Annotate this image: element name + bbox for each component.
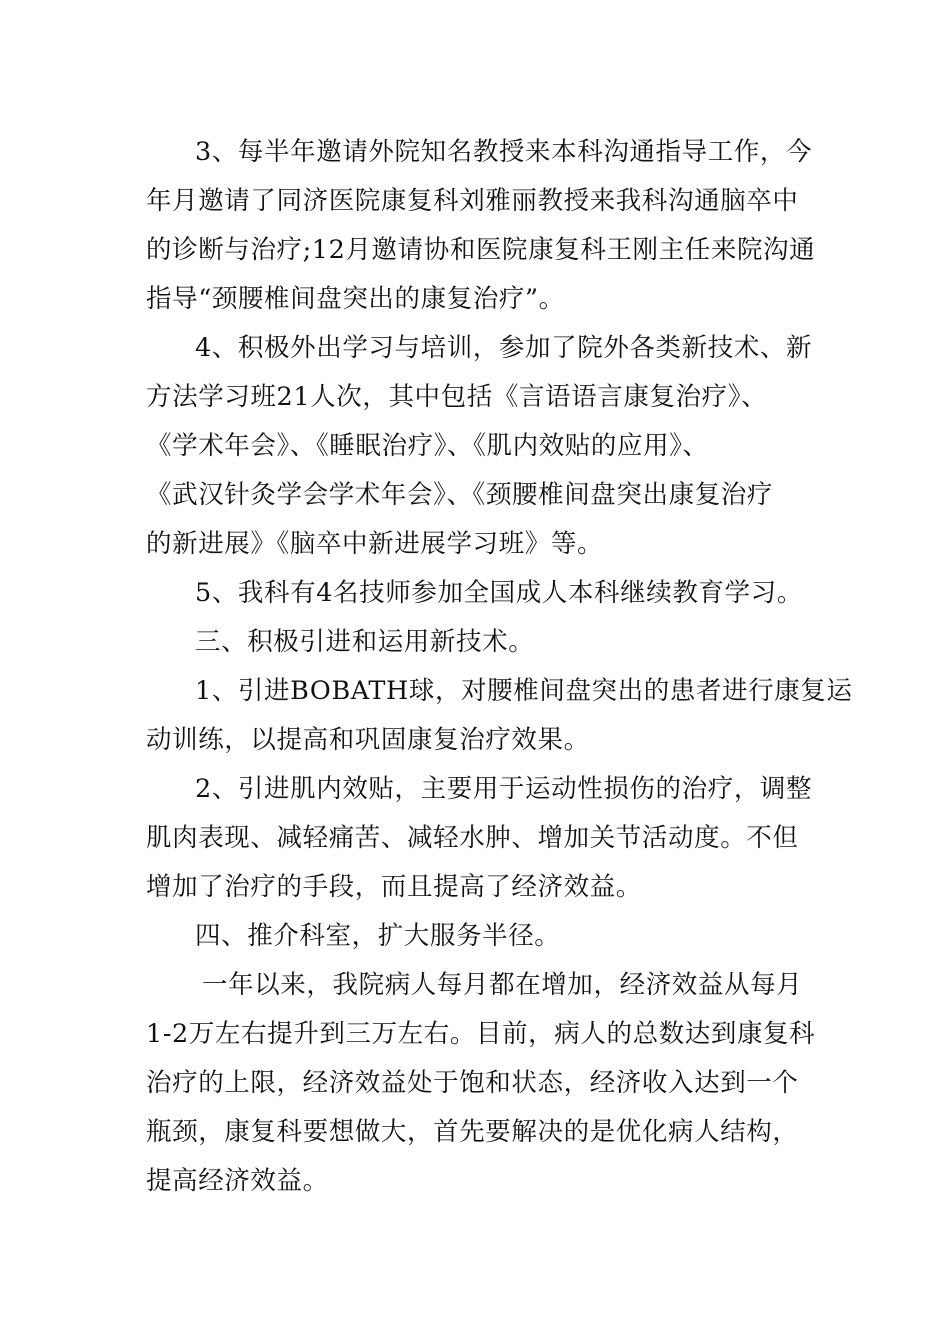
paragraph-bobath-ball bbox=[146, 667, 853, 765]
paragraph-yearly-summary bbox=[146, 961, 816, 1206]
text-line: 1、引进BOBATH球，对腰椎间盘突出的患者进行康复运 bbox=[195, 676, 853, 706]
heading-new-technology bbox=[146, 618, 810, 667]
text-line: 年月邀请了同济医院康复科刘雅丽教授来我科沟通脑卒中 bbox=[146, 186, 799, 216]
text-line: 治疗的上限，经济效益处于饱和状态，经济收入达到一个 bbox=[146, 1068, 799, 1098]
heading-promote-department bbox=[146, 912, 810, 961]
section-heading: 四、推介科室，扩大服务半径。 bbox=[195, 921, 561, 951]
text-line: 指导“颈腰椎间盘突出的康复治疗”。 bbox=[146, 284, 565, 314]
text-line: 5、我科有4名技师参加全国成人本科继续教育学习。 bbox=[195, 578, 803, 608]
text-line: 方法学习班21人次，其中包括《言语语言康复治疗》、 bbox=[146, 382, 768, 412]
text-line: 2、引进肌内效贴，主要用于运动性损伤的治疗，调整 bbox=[195, 774, 813, 804]
paragraph-kinesio-tape bbox=[146, 765, 813, 912]
text-line: 4、积极外出学习与培训，参加了院外各类新技术、新 bbox=[195, 333, 813, 363]
text-line: 一年以来，我院病人每月都在增加，经济效益从每月 bbox=[202, 970, 803, 1000]
text-line: 3、每半年邀请外院知名教授来本科沟通指导工作，今 bbox=[195, 137, 813, 167]
text-line: 《武汉针灸学会学术年会》、《颈腰椎间盘突出康复治疗 bbox=[146, 480, 774, 510]
text-line: 瓶颈，康复科要想做大，首先要解决的是优化病人结构， bbox=[146, 1117, 799, 1147]
text-line: 增加了治疗的手段，而且提高了经济效益。 bbox=[146, 872, 642, 902]
text-line: 1-2万左右提升到三万左右。目前，病人的总数达到康复科 bbox=[146, 1019, 816, 1049]
text-line: 肌肉表现、减轻痛苦、减轻水肿、增加关节活动度。不但 bbox=[146, 823, 799, 853]
paragraph-continuing-education bbox=[146, 569, 810, 618]
text-line: 的新进展》《脑卒中新进展学习班》等。 bbox=[146, 529, 604, 559]
text-line: 《学术年会》、《睡眠治疗》、《肌内效贴的应用》、 bbox=[146, 431, 709, 461]
text-line: 的诊断与治疗;12月邀请协和医院康复科王刚主任来院沟通 bbox=[146, 235, 816, 265]
section-heading: 三、积极引进和运用新技术。 bbox=[195, 627, 535, 657]
text-line: 动训练，以提高和巩固康复治疗效果。 bbox=[146, 725, 590, 755]
text-line: 提高经济效益。 bbox=[146, 1166, 329, 1196]
paragraph-external-training bbox=[146, 324, 813, 569]
paragraph-invite-professors bbox=[146, 128, 816, 324]
document-body bbox=[146, 128, 853, 1206]
